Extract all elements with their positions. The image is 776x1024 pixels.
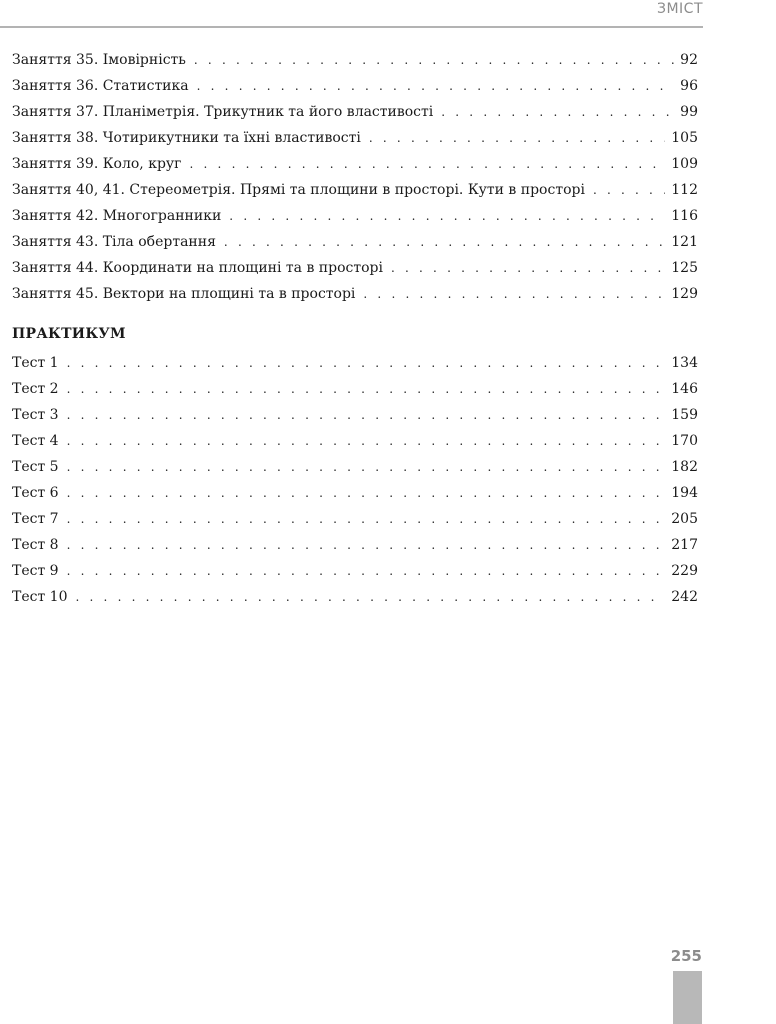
toc-entry-title: Тест 3 [12, 407, 59, 423]
toc-entry-page: 99 [680, 104, 698, 120]
toc-entry-page: 121 [671, 234, 698, 250]
toc-dot-leader [67, 558, 666, 584]
toc-entry-page: 92 [680, 52, 698, 68]
toc-dot-leader [224, 229, 665, 255]
toc-entry-title: Заняття 45. Вектори на площині та в просторі [12, 286, 356, 302]
toc-dot-leader [67, 480, 666, 506]
toc-entry[interactable] [12, 229, 698, 255]
toc-dot-leader [75, 584, 665, 610]
toc-entry[interactable] [12, 506, 698, 532]
toc-entry[interactable] [12, 558, 698, 584]
toc-entry-title: Тест 10 [12, 589, 68, 605]
toc-entry-title: Тест 8 [12, 537, 59, 553]
toc-dot-leader [67, 532, 666, 558]
toc-entry-page: 205 [671, 511, 698, 527]
toc-entry-title: Заняття 39. Коло, круг [12, 156, 182, 172]
toc-entry-page: 242 [671, 589, 698, 605]
toc-dot-leader [190, 151, 666, 177]
toc-dot-leader [67, 454, 666, 480]
toc-entry-title: Заняття 37. Планіметрія. Трикутник та його властивості [12, 104, 434, 120]
page-number: 255 [670, 947, 702, 965]
toc-entry[interactable] [12, 99, 698, 125]
toc-dot-leader [197, 73, 675, 99]
toc-entry-title: Заняття 35. Імовірність [12, 52, 186, 68]
toc-entry-page: 134 [671, 355, 698, 371]
toc-entry[interactable] [12, 402, 698, 428]
toc-entry[interactable] [12, 532, 698, 558]
toc-entry-page: 170 [671, 433, 698, 449]
toc-entry[interactable] [12, 151, 698, 177]
toc-entry-title: Тест 6 [12, 485, 59, 501]
toc-dot-leader [363, 281, 665, 307]
toc-entry-page: 116 [671, 208, 698, 224]
practicum-heading: ПРАКТИКУМ [12, 326, 126, 342]
toc-dot-leader [67, 350, 666, 376]
section-header-label: ЗМІСТ [656, 1, 703, 17]
toc-entry[interactable] [12, 584, 698, 610]
toc-entry-page: 146 [671, 381, 698, 397]
toc-entry-page: 96 [680, 78, 698, 94]
toc-entry-title: Заняття 42. Многогранники [12, 208, 222, 224]
toc-entry-page: 125 [671, 260, 698, 276]
toc-entry-page: 217 [671, 537, 698, 553]
toc-entry-title: Тест 2 [12, 381, 59, 397]
toc-entry-page: 182 [671, 459, 698, 475]
toc-entry-title: Тест 4 [12, 433, 59, 449]
toc-entry[interactable] [12, 350, 698, 376]
toc-entry[interactable] [12, 428, 698, 454]
toc-dot-leader [369, 125, 665, 151]
toc-entry[interactable] [12, 177, 698, 203]
toc-entry-title: Тест 7 [12, 511, 59, 527]
toc-entry-title: Заняття 44. Координати на площині та в просторі [12, 260, 383, 276]
toc-entry-page: 105 [671, 130, 698, 146]
toc-entry-page: 159 [671, 407, 698, 423]
toc-entry-title: Заняття 36. Статистика [12, 78, 189, 94]
toc-entry-page: 112 [671, 182, 698, 198]
toc-entry[interactable] [12, 255, 698, 281]
toc-dot-leader [67, 402, 666, 428]
toc-entry[interactable] [12, 376, 698, 402]
lessons-toc [12, 47, 698, 307]
toc-dot-leader [67, 428, 666, 454]
toc-entry-page: 194 [671, 485, 698, 501]
toc-entry-title: Тест 5 [12, 459, 59, 475]
toc-entry[interactable] [12, 281, 698, 307]
toc-dot-leader [593, 177, 665, 203]
toc-entry-title: Заняття 43. Тіла обертання [12, 234, 216, 250]
toc-entry-title: Тест 1 [12, 355, 59, 371]
toc-entry-page: 229 [671, 563, 698, 579]
toc-dot-leader [441, 99, 674, 125]
toc-dot-leader [391, 255, 665, 281]
toc-entry[interactable] [12, 47, 698, 73]
toc-entry-title: Заняття 40, 41. Стереометрія. Прямі та площини в просторі. Кути в просторі [12, 182, 585, 198]
page-edge-tab [673, 971, 702, 1024]
toc-dot-leader [67, 506, 666, 532]
toc-dot-leader [229, 203, 665, 229]
toc-entry[interactable] [12, 73, 698, 99]
toc-entry[interactable] [12, 480, 698, 506]
toc-entry-title: Тест 9 [12, 563, 59, 579]
toc-entry[interactable] [12, 125, 698, 151]
toc-dot-leader [67, 376, 666, 402]
toc-entry-page: 129 [671, 286, 698, 302]
toc-entry[interactable] [12, 454, 698, 480]
tests-toc [12, 350, 698, 610]
toc-entry-page: 109 [671, 156, 698, 172]
toc-entry-title: Заняття 38. Чотирикутники та їхні властивості [12, 130, 361, 146]
toc-dot-leader [194, 47, 674, 73]
header-divider [0, 26, 703, 28]
toc-entry[interactable] [12, 203, 698, 229]
